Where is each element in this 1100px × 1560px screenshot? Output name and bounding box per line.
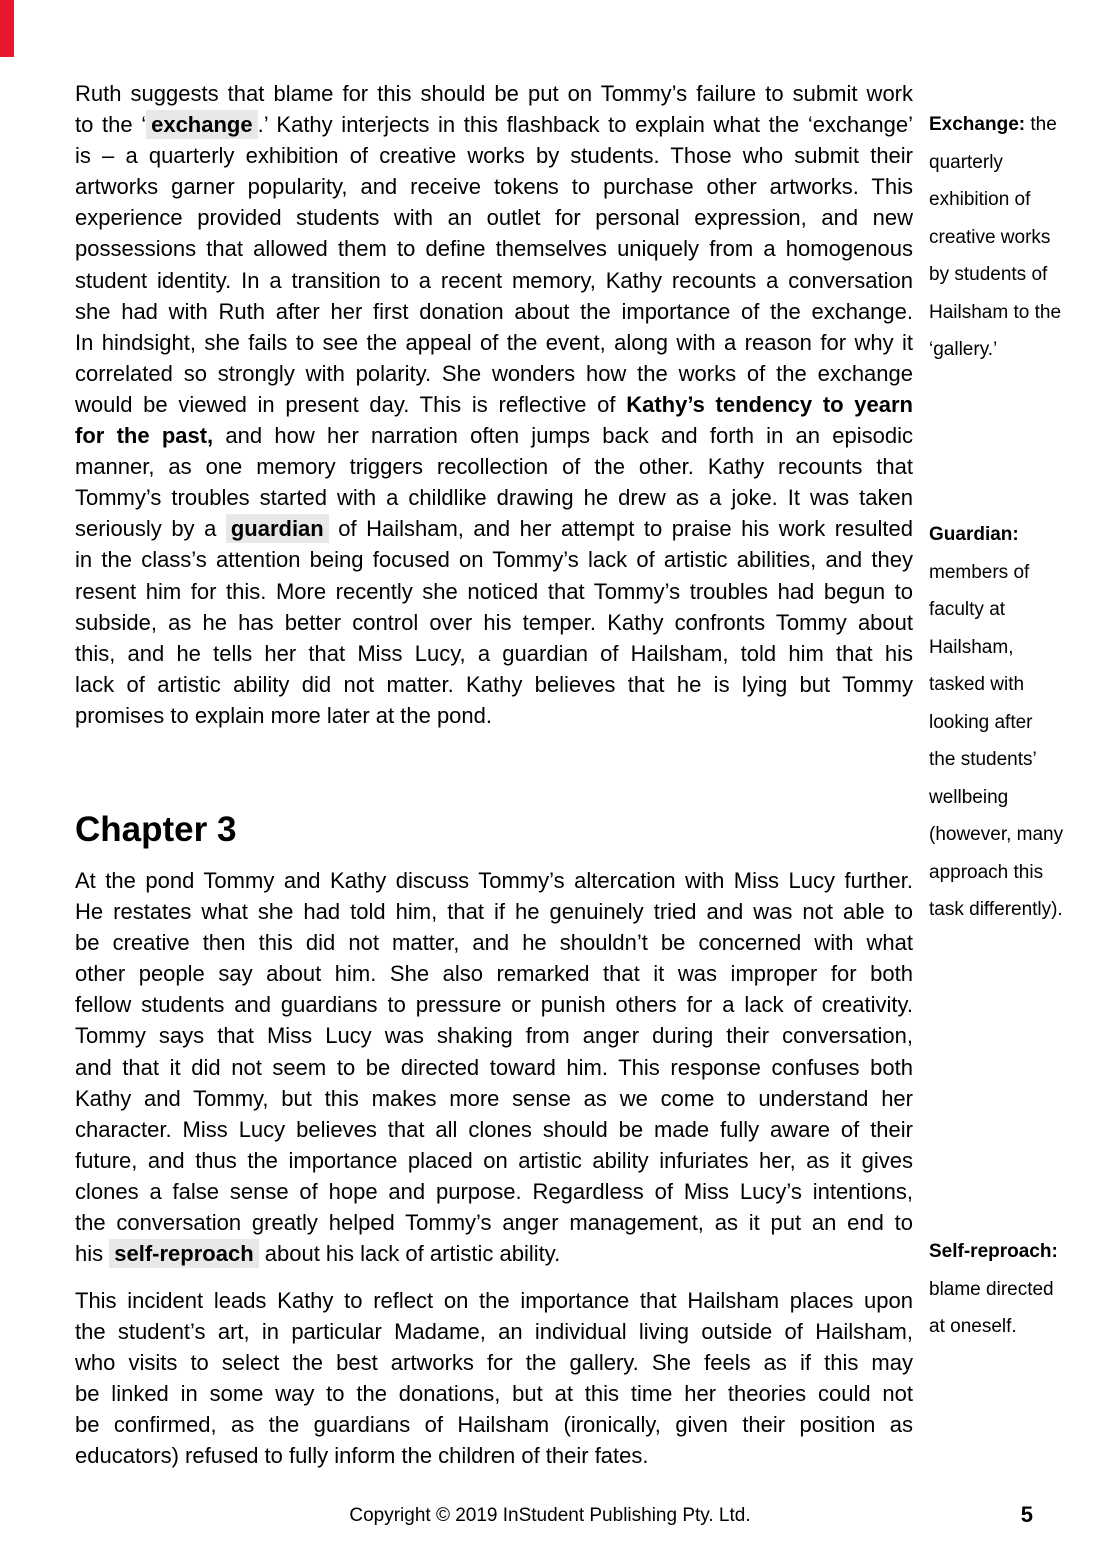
text-line: character. Miss Lucy believes that all clones should be made fully aware of their: [75, 1116, 913, 1142]
text-line: by students of: [929, 264, 1048, 285]
text-line: who visits to select the best artworks for the gallery. She feels as if this may: [75, 1350, 913, 1376]
text-line: future, and thus the importance placed on artistic ability infuriates her, as it gives: [75, 1147, 913, 1173]
text-line: tasked with: [929, 674, 1025, 695]
text-line: Hailsham,: [929, 636, 1014, 658]
text-line: possessions that allowed them to define themselves uniquely from a homogenous: [75, 236, 913, 262]
margin-note-self-reproach: [929, 1233, 1084, 1346]
text-line: fellow students and guardians to pressure or punish others for a lack of creativity.: [75, 992, 913, 1018]
text-line: the conversation greatly helped Tommy’s anger management, as it put an end to: [75, 1210, 913, 1236]
text-line: correlated so strongly with polarity. She wonders how the works of the exchange: [75, 360, 913, 386]
text-line: in the class’s attention being focused on Tommy’s lack of artistic abilities, and they: [75, 547, 913, 573]
text-line: educators) refused to fully inform the children of their fates.: [75, 1443, 649, 1469]
text-line: Kathy and Tommy, but this makes more sense as we come to understand her: [75, 1085, 913, 1111]
text-line: clones a false sense of hope and purpose. Regardless of Miss Lucy’s intentions,: [75, 1178, 913, 1204]
text-line: looking after: [929, 711, 1033, 733]
text-line: blame directed: [929, 1278, 1054, 1300]
text-line: student identity. In a transition to a recent memory, Kathy recounts a conversation: [75, 267, 913, 293]
text-line: this, and he tells her that Miss Lucy, a guardian of Hailsham, told him that his: [75, 640, 913, 666]
text-line: approach this: [929, 861, 1044, 883]
page-number: 5: [1020, 1502, 1033, 1527]
text-line: she had with Ruth after her first donation about the importance of the exchange.: [75, 298, 913, 324]
text-line: Tommy’s troubles started with a childlike drawing he drew as a joke. It was taken: [75, 485, 913, 511]
margin-note-exchange: [929, 106, 1084, 369]
text-line: manner, as one memory triggers recollection of the other. Kathy recounts that: [75, 454, 913, 480]
text-line: faculty at: [929, 599, 1006, 620]
text-line: Tommy says that Miss Lucy was shaking from anger during their conversation,: [75, 1023, 913, 1049]
margin-note-guardian: [929, 516, 1084, 929]
text-line: would be viewed in present day. This is reflective of Kathy’s tendency to yearn: [75, 391, 913, 417]
text-line: Hailsham to the: [929, 301, 1062, 323]
text-line: other people say about him. She also remarked that it was improper for both: [75, 961, 913, 987]
text-line: Exchange: the: [929, 114, 1057, 135]
text-line: subside, as he has better control over his temper. Kathy confronts Tommy about: [75, 609, 913, 635]
summary-paragraph-1: [75, 78, 913, 731]
text-line: the student’s art, in particular Madame, an individual living outside of Hailsham,: [75, 1319, 913, 1345]
text-line: artworks garner popularity, and receive tokens to purchase other artworks. This: [75, 174, 913, 200]
text-line: promises to explain more later at the pond.: [75, 702, 493, 728]
text-line: is – a quarterly exhibition of creative works by students. Those who submit their: [75, 143, 913, 169]
text-line: In hindsight, she fails to see the appeal of the event, along with a reason for why it: [75, 329, 913, 355]
text-line: (however, many: [929, 824, 1064, 845]
highlighted-term: self-reproach: [109, 1239, 258, 1268]
text-line: Self-reproach:: [929, 1241, 1058, 1262]
red-corner-tab: [0, 0, 14, 57]
text-line: and that it did not seem to be directed toward him. This response confuses both: [75, 1054, 913, 1080]
text-line: wellbeing: [929, 786, 1009, 808]
text-line: be confirmed, as the guardians of Hailsham (ironically, given their position as: [75, 1412, 913, 1438]
text-line: This incident leads Kathy to reflect on the importance that Hailsham places upon: [75, 1288, 913, 1313]
text-line: seriously by a guardian of Hailsham, and her attempt to praise his work resulted: [75, 516, 913, 542]
text-line: exhibition of: [929, 189, 1031, 210]
footer-copyright: Copyright © 2019 InStudent Publishing Pty. Ltd.: [349, 1505, 751, 1526]
text-line: to the ‘ exchange .’ Kathy interjects in this flashback to explain what the ‘exchange’: [75, 112, 914, 138]
text-line: for the past, and how her narration often jumps back and forth in an episodic: [75, 423, 913, 449]
text-line: resent him for this. More recently she noticed that Tommy’s troubles had begun to: [75, 578, 913, 604]
text-line: ‘gallery.’: [929, 339, 998, 360]
text-line: task differently).: [929, 899, 1063, 920]
chapter-3-heading: Chapter 3: [75, 810, 237, 849]
text-line: He restates what she had told him, that if he genuinely tried and was not able to: [75, 899, 913, 925]
text-line: experience provided students with an outlet for personal expression, and new: [75, 205, 913, 231]
text-line: At the pond Tommy and Kathy discuss Tommy’s altercation with Miss Lucy further.: [75, 868, 913, 893]
text-line: the students’: [929, 749, 1037, 770]
highlighted-term: exchange: [146, 110, 258, 139]
text-line: be linked in some way to the donations, but at this time her theories could not: [75, 1381, 913, 1407]
text-line: lack of artistic ability did not matter. Kathy believes that he is lying but Tommy: [75, 671, 913, 697]
text-line: members of: [929, 561, 1030, 583]
highlighted-term: guardian: [226, 514, 329, 543]
summary-paragraph-3: [75, 1285, 913, 1472]
text-line: at oneself.: [929, 1316, 1017, 1337]
text-line: Ruth suggests that blame for this should be put on Tommy’s failure to submit work: [75, 81, 913, 106]
text-line: his self-reproach about his lack of artistic ability.: [75, 1241, 561, 1267]
text-line: Guardian:: [929, 524, 1019, 545]
summary-paragraph-2: [75, 865, 913, 1269]
text-line: quarterly: [929, 151, 1003, 173]
text-line: creative works: [929, 226, 1051, 248]
text-line: be creative then this did not matter, and he shouldn’t be concerned with what: [75, 930, 913, 956]
